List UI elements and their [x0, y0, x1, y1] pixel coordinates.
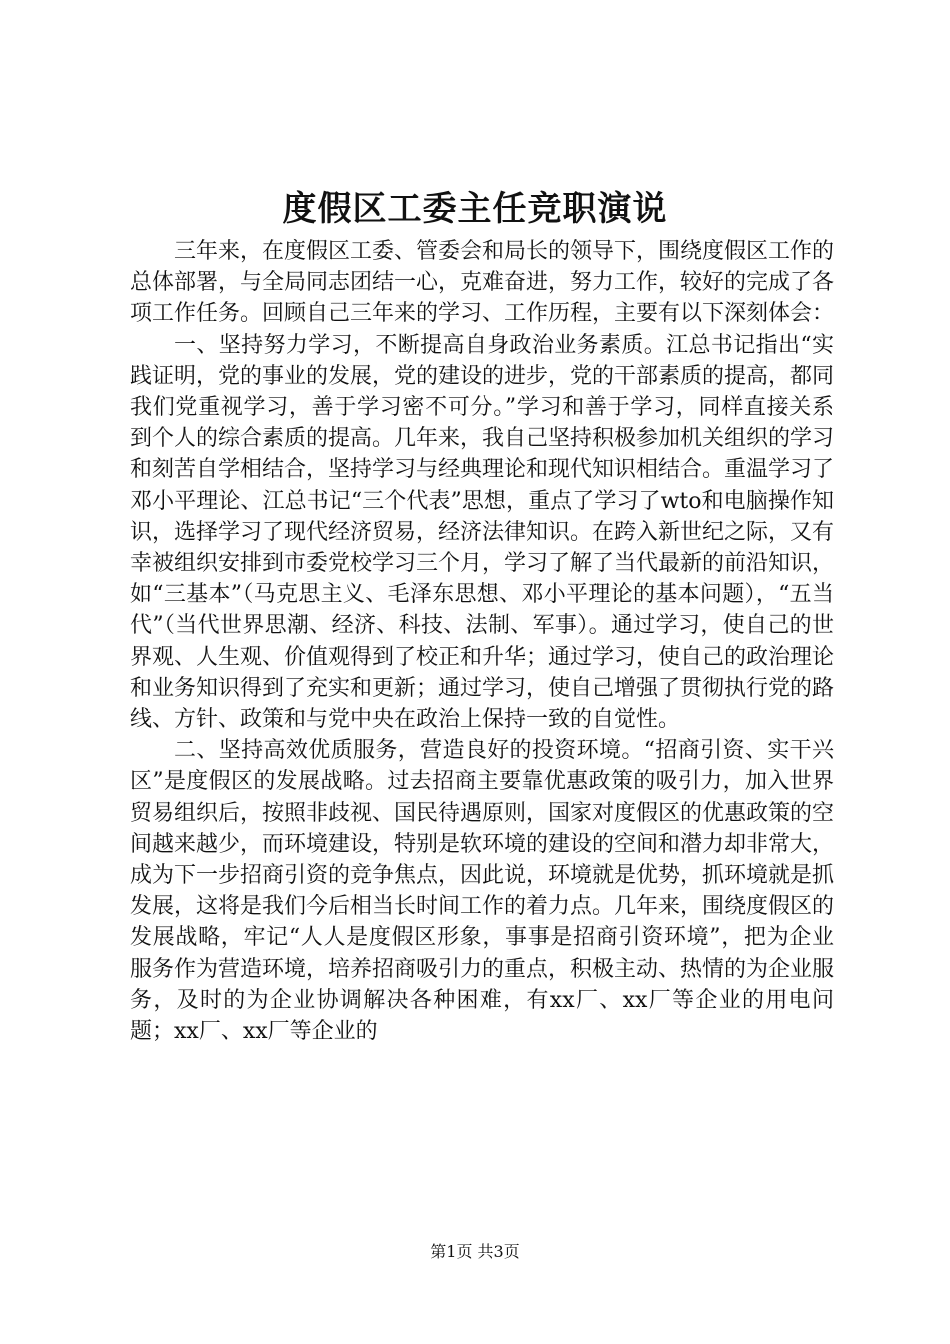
document-title: 度假区工委主任竞职演说 [282, 189, 668, 229]
document-body [130, 236, 834, 1047]
page-number-footer: 第1页 共3页 [430, 1242, 520, 1261]
paragraph-study: 一、坚持努力学习，不断提高自身政治业务素质。江总书记指出“实践证明，党的事业的发展，党的建设的进步，党的干部素质的提高，都同我们党重视学习，善于学习密不可分。”学习和善于学习，同样直接关系到个人的综合素质的提高。几年来，我自己坚持积极参加机关组织的学习和刻苦自学相结合，坚持学习与经典理论和现代知识相结合。重温学习了邓小平理论、江总书记“三个代表”思想，重点了学习了wto和电脑操作知识，选择学习了现代经济贸易，经济法律知识。在跨入新世纪之际，又有幸被组织安排到市委党校学习三个月，学习了解了当代最新的前沿知识，如“三基本”（马克思主义、毛泽东思想、邓小平理论的基本问题），“五当代”（当代世界思潮、经济、科技、法制、军事）。通过学习，使自己的世界观、人生观、价值观得到了校正和升华；通过学习，使自己的政治理论和业务知识得到了充实和更新；通过学习，使自己增强了贯彻执行党的路线、方针、政策和与党中央在政治上保持一致的自觉性。 [130, 332, 835, 733]
paragraph-intro: 三年来，在度假区工委、管委会和局长的领导下，围绕度假区工作的总体部署，与全局同志团结一心，克难奋进，努力工作，较好的完成了各项工作任务。回顾自己三年来的学习、工作历程，主要有以下深刻体会： [130, 239, 835, 327]
paragraph-service: 二、坚持高效优质服务，营造良好的投资环境。“招商引资、实干兴区”是度假区的发展战略。过去招商主要靠优惠政策的吸引力，加入世界贸易组织后，按照非歧视、国民待遇原则，国家对度假区的优惠政策的空间越来越少，而环境建设，特别是软环境的建设的空间和潜力却非常大，成为下一步招商引资的竞争焦点，因此说，环境就是优势，抓环境就是抓发展，这将是我们今后相当长时间工作的着力点。几年来，围绕度假区的发展战略，牢记“人人是度假区形象，事事是招商引资环境”，把为企业服务作为营造环境，培养招商吸引力的重点，积极主动、热情的为企业服务，及时的为企业协调解决各种困难，有xx厂、xx厂等企业的用电问题；xx厂、xx厂等企业的 [130, 738, 835, 1045]
